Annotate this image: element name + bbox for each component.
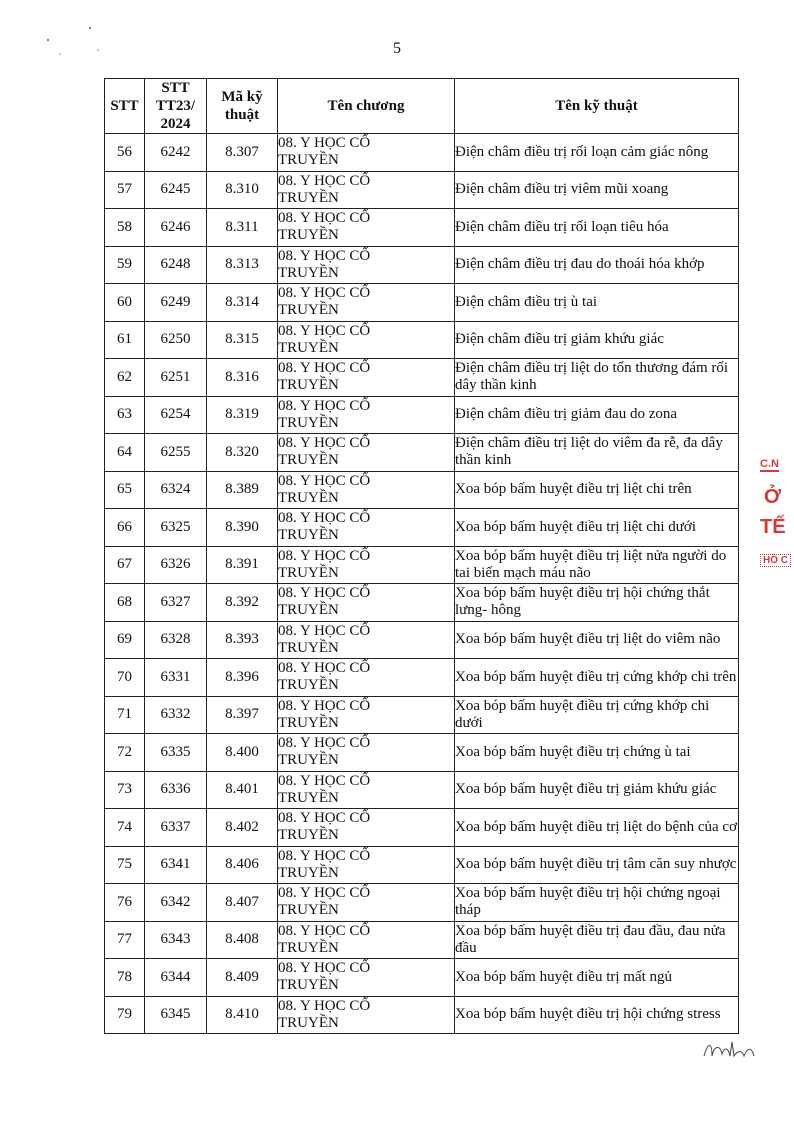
table-row xyxy=(105,396,739,434)
cell-stt: 67 xyxy=(105,546,145,584)
cell-ten-ky-thuat: Xoa bóp bấm huyệt điều trị liệt chi dưới xyxy=(455,509,739,547)
cell-stt-tt23: 6335 xyxy=(145,734,207,772)
table-row xyxy=(105,659,739,697)
cell-stt: 63 xyxy=(105,396,145,434)
table-row xyxy=(105,734,739,772)
cell-stt-tt23: 6251 xyxy=(145,359,207,397)
cell-ma-ky-thuat: 8.314 xyxy=(207,284,278,322)
cell-ma-ky-thuat: 8.407 xyxy=(207,884,278,922)
header-stt: STT xyxy=(105,79,145,134)
table-body xyxy=(105,134,739,1034)
cell-stt-tt23: 6245 xyxy=(145,171,207,209)
cell-stt: 60 xyxy=(105,284,145,322)
cell-ma-ky-thuat: 8.391 xyxy=(207,546,278,584)
cell-ten-chuong: 08. Y HỌC CỔ TRUYỀN xyxy=(278,359,455,397)
cell-ma-ky-thuat: 8.310 xyxy=(207,171,278,209)
cell-ten-chuong: 08. Y HỌC CỔ TRUYỀN xyxy=(278,621,455,659)
table-row xyxy=(105,134,739,172)
cell-stt-tt23: 6336 xyxy=(145,771,207,809)
cell-ten-chuong: 08. Y HỌC CỔ TRUYỀN xyxy=(278,284,455,322)
cell-ten-chuong: 08. Y HỌC CỔ TRUYỀN xyxy=(278,584,455,622)
cell-ma-ky-thuat: 8.319 xyxy=(207,396,278,434)
cell-ten-ky-thuat: Điện châm điều trị liệt do viêm đa rễ, đa dây thần kinh xyxy=(455,434,739,472)
cell-ma-ky-thuat: 8.406 xyxy=(207,846,278,884)
cell-stt: 59 xyxy=(105,246,145,284)
table-row xyxy=(105,246,739,284)
cell-ma-ky-thuat: 8.393 xyxy=(207,621,278,659)
cell-stt: 72 xyxy=(105,734,145,772)
table-row xyxy=(105,696,739,734)
cell-ten-chuong: 08. Y HỌC CỔ TRUYỀN xyxy=(278,734,455,772)
handwritten-initials xyxy=(700,1034,770,1064)
header-ma-ky-thuat: Mã kỹ thuật xyxy=(207,79,278,134)
cell-stt: 78 xyxy=(105,959,145,997)
cell-stt: 76 xyxy=(105,884,145,922)
cell-ten-ky-thuat: Xoa bóp bấm huyệt điều trị liệt do bệnh của cơ xyxy=(455,809,739,847)
cell-ten-ky-thuat: Xoa bóp bấm huyệt điều trị liệt chi trên xyxy=(455,471,739,509)
cell-ten-chuong: 08. Y HỌC CỔ TRUYỀN xyxy=(278,471,455,509)
cell-ten-chuong: 08. Y HỌC CỔ TRUYỀN xyxy=(278,771,455,809)
table-row xyxy=(105,171,739,209)
cell-ten-chuong: 08. Y HỌC CỔ TRUYỀN xyxy=(278,959,455,997)
cell-ma-ky-thuat: 8.313 xyxy=(207,246,278,284)
table-row xyxy=(105,434,739,472)
cell-ma-ky-thuat: 8.401 xyxy=(207,771,278,809)
cell-stt: 66 xyxy=(105,509,145,547)
page-number: 5 xyxy=(393,40,401,57)
cell-ten-chuong: 08. Y HỌC CỔ TRUYỀN xyxy=(278,996,455,1034)
cell-ten-chuong: 08. Y HỌC CỔ TRUYỀN xyxy=(278,921,455,959)
table-row xyxy=(105,584,739,622)
cell-ten-chuong: 08. Y HỌC CỔ TRUYỀN xyxy=(278,246,455,284)
cell-ma-ky-thuat: 8.402 xyxy=(207,809,278,847)
cell-stt-tt23: 6249 xyxy=(145,284,207,322)
cell-ten-chuong: 08. Y HỌC CỔ TRUYỀN xyxy=(278,171,455,209)
table-row xyxy=(105,359,739,397)
cell-stt-tt23: 6342 xyxy=(145,884,207,922)
cell-stt: 71 xyxy=(105,696,145,734)
cell-stt: 73 xyxy=(105,771,145,809)
cell-stt: 79 xyxy=(105,996,145,1034)
cell-stt: 58 xyxy=(105,209,145,247)
table-row xyxy=(105,809,739,847)
cell-stt: 65 xyxy=(105,471,145,509)
header-stt-tt23: STT TT23/ 2024 xyxy=(145,79,207,134)
table-row xyxy=(105,209,739,247)
cell-ma-ky-thuat: 8.316 xyxy=(207,359,278,397)
cell-ma-ky-thuat: 8.409 xyxy=(207,959,278,997)
table-row xyxy=(105,846,739,884)
cell-ten-ky-thuat: Điện châm điều trị rối loạn cảm giác nông xyxy=(455,134,739,172)
cell-ten-chuong: 08. Y HỌC CỔ TRUYỀN xyxy=(278,209,455,247)
cell-ten-chuong: 08. Y HỌC CỔ TRUYỀN xyxy=(278,434,455,472)
cell-ten-chuong: 08. Y HỌC CỔ TRUYỀN xyxy=(278,396,455,434)
cell-stt-tt23: 6343 xyxy=(145,921,207,959)
cell-stt: 56 xyxy=(105,134,145,172)
table-row xyxy=(105,546,739,584)
cell-ten-ky-thuat: Điện châm điều trị viêm mũi xoang xyxy=(455,171,739,209)
cell-ma-ky-thuat: 8.390 xyxy=(207,509,278,547)
cell-stt-tt23: 6242 xyxy=(145,134,207,172)
cell-ten-ky-thuat: Xoa bóp bấm huyệt điều trị liệt nửa người do tai biến mạch máu não xyxy=(455,546,739,584)
cell-stt-tt23: 6324 xyxy=(145,471,207,509)
cell-ten-chuong: 08. Y HỌC CỔ TRUYỀN xyxy=(278,134,455,172)
cell-ten-ky-thuat: Điện châm điều trị giảm khứu giác xyxy=(455,321,739,359)
table-row xyxy=(105,509,739,547)
cell-stt: 61 xyxy=(105,321,145,359)
cell-ten-chuong: 08. Y HỌC CỔ TRUYỀN xyxy=(278,809,455,847)
cell-stt-tt23: 6341 xyxy=(145,846,207,884)
cell-stt-tt23: 6255 xyxy=(145,434,207,472)
cell-stt-tt23: 6250 xyxy=(145,321,207,359)
cell-stt-tt23: 6331 xyxy=(145,659,207,697)
cell-stt: 75 xyxy=(105,846,145,884)
table-row xyxy=(105,621,739,659)
table-row xyxy=(105,996,739,1034)
cell-ten-ky-thuat: Điện châm điều trị đau do thoái hóa khớp xyxy=(455,246,739,284)
table-row xyxy=(105,884,739,922)
table-row xyxy=(105,471,739,509)
cell-stt: 62 xyxy=(105,359,145,397)
cell-stt-tt23: 6325 xyxy=(145,509,207,547)
cell-stt: 77 xyxy=(105,921,145,959)
cell-stt-tt23: 6332 xyxy=(145,696,207,734)
cell-ten-ky-thuat: Xoa bóp bấm huyệt điều trị mất ngủ xyxy=(455,959,739,997)
header-ten-chuong: Tên chương xyxy=(278,79,455,134)
cell-stt: 74 xyxy=(105,809,145,847)
cell-stt: 57 xyxy=(105,171,145,209)
cell-ma-ky-thuat: 8.397 xyxy=(207,696,278,734)
cell-ma-ky-thuat: 8.315 xyxy=(207,321,278,359)
cell-ten-chuong: 08. Y HỌC CỔ TRUYỀN xyxy=(278,884,455,922)
cell-stt-tt23: 6337 xyxy=(145,809,207,847)
cell-ten-ky-thuat: Điện châm điều trị ù tai xyxy=(455,284,739,322)
cell-ten-chuong: 08. Y HỌC CỔ TRUYỀN xyxy=(278,659,455,697)
table-header-row xyxy=(105,79,739,134)
cell-ten-ky-thuat: Điện châm điều trị rối loạn tiêu hóa xyxy=(455,209,739,247)
cell-stt-tt23: 6246 xyxy=(145,209,207,247)
cell-stt-tt23: 6326 xyxy=(145,546,207,584)
cell-stt-tt23: 6344 xyxy=(145,959,207,997)
cell-ten-ky-thuat: Xoa bóp bấm huyệt điều trị cứng khớp chi dưới xyxy=(455,696,739,734)
cell-stt-tt23: 6345 xyxy=(145,996,207,1034)
cell-ten-ky-thuat: Xoa bóp bấm huyệt điều trị chứng ù tai xyxy=(455,734,739,772)
cell-ten-chuong: 08. Y HỌC CỔ TRUYỀN xyxy=(278,509,455,547)
cell-stt: 70 xyxy=(105,659,145,697)
cell-ten-ky-thuat: Xoa bóp bấm huyệt điều trị cứng khớp chi trên xyxy=(455,659,739,697)
cell-ma-ky-thuat: 8.410 xyxy=(207,996,278,1034)
table-row xyxy=(105,321,739,359)
cell-ten-ky-thuat: Xoa bóp bấm huyệt điều trị đau đầu, đau nửa đầu xyxy=(455,921,739,959)
cell-ma-ky-thuat: 8.389 xyxy=(207,471,278,509)
cell-ma-ky-thuat: 8.307 xyxy=(207,134,278,172)
technique-table xyxy=(104,78,739,1034)
cell-ma-ky-thuat: 8.392 xyxy=(207,584,278,622)
cell-ten-chuong: 08. Y HỌC CỔ TRUYỀN xyxy=(278,696,455,734)
cell-stt-tt23: 6327 xyxy=(145,584,207,622)
table-row xyxy=(105,921,739,959)
cell-ten-ky-thuat: Điện châm điều trị liệt do tổn thương đám rối dây thần kinh xyxy=(455,359,739,397)
cell-stt: 69 xyxy=(105,621,145,659)
cell-ten-ky-thuat: Xoa bóp bấm huyệt điều trị liệt do viêm não xyxy=(455,621,739,659)
cell-ma-ky-thuat: 8.311 xyxy=(207,209,278,247)
cell-ten-chuong: 08. Y HỌC CỔ TRUYỀN xyxy=(278,546,455,584)
cell-ten-chuong: 08. Y HỌC CỔ TRUYỀN xyxy=(278,321,455,359)
cell-ten-ky-thuat: Điện châm điều trị giảm đau do zona xyxy=(455,396,739,434)
cell-ma-ky-thuat: 8.396 xyxy=(207,659,278,697)
cell-stt-tt23: 6254 xyxy=(145,396,207,434)
cell-ma-ky-thuat: 8.400 xyxy=(207,734,278,772)
cell-stt-tt23: 6328 xyxy=(145,621,207,659)
table-row xyxy=(105,771,739,809)
red-stamp-fragment: C.N Ở TẾ HỒ C xyxy=(752,450,794,590)
cell-ten-ky-thuat: Xoa bóp bấm huyệt điều trị hội chứng thắt lưng- hông xyxy=(455,584,739,622)
cell-stt: 68 xyxy=(105,584,145,622)
table-row xyxy=(105,959,739,997)
cell-ma-ky-thuat: 8.408 xyxy=(207,921,278,959)
cell-ma-ky-thuat: 8.320 xyxy=(207,434,278,472)
cell-ten-ky-thuat: Xoa bóp bấm huyệt điều trị tâm căn suy nhược xyxy=(455,846,739,884)
cell-stt-tt23: 6248 xyxy=(145,246,207,284)
cell-stt: 64 xyxy=(105,434,145,472)
cell-ten-ky-thuat: Xoa bóp bấm huyệt điều trị giảm khứu giác xyxy=(455,771,739,809)
cell-ten-chuong: 08. Y HỌC CỔ TRUYỀN xyxy=(278,846,455,884)
header-ten-ky-thuat: Tên kỹ thuật xyxy=(455,79,739,134)
cell-ten-ky-thuat: Xoa bóp bấm huyệt điều trị hội chứng ngoại tháp xyxy=(455,884,739,922)
cell-ten-ky-thuat: Xoa bóp bấm huyệt điều trị hội chứng stress xyxy=(455,996,739,1034)
table-row xyxy=(105,284,739,322)
